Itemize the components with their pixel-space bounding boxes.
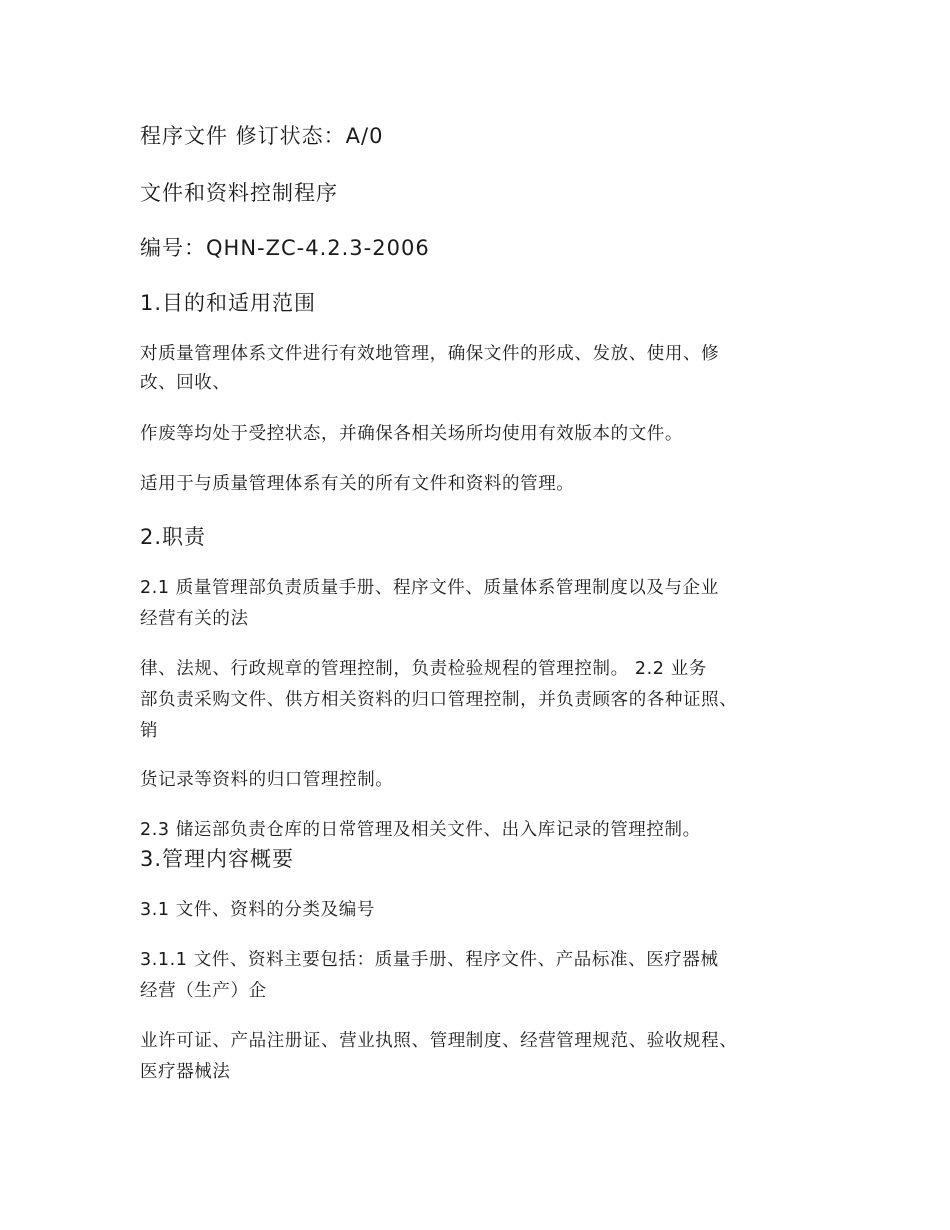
paragraph-line: 对质量管理体系文件进行有效地管理，确保文件的形成、发放、使用、修 bbox=[140, 344, 720, 364]
paragraph-line: 经营有关的法 bbox=[140, 609, 249, 629]
section-heading: 3.管理内容概要 bbox=[140, 847, 295, 871]
paragraph-line: 改、回收、 bbox=[140, 373, 231, 393]
header-line: 程序文件 修订状态：A/0 bbox=[140, 124, 384, 148]
paragraph-line: 适用于与质量管理体系有关的所有文件和资料的管理。 bbox=[140, 474, 575, 494]
section-heading: 2.职责 bbox=[140, 525, 207, 549]
paragraph-line: 3.1 文件、资料的分类及编号 bbox=[140, 900, 375, 920]
paragraph-line: 业许可证、产品注册证、营业执照、管理制度、经营管理规范、验收规程、 bbox=[140, 1031, 738, 1051]
paragraph-line: 部负责采购文件、供方相关资料的归口管理控制，并负责顾客的各种证照、 bbox=[140, 690, 738, 710]
document-number: 编号：QHN-ZC-4.2.3-2006 bbox=[140, 236, 430, 260]
paragraph-line: 3.1.1 文件、资料主要包括：质量手册、程序文件、产品标准、医疗器械 bbox=[140, 950, 719, 970]
document-title: 文件和资料控制程序 bbox=[140, 181, 338, 205]
paragraph-line: 经营（生产）企 bbox=[140, 981, 267, 1001]
paragraph-line: 2.1 质量管理部负责质量手册、程序文件、质量体系管理制度以及与企业 bbox=[140, 578, 719, 598]
paragraph-line: 作废等均处于受控状态，并确保各相关场所均使用有效版本的文件。 bbox=[140, 424, 683, 444]
paragraph-line: 医疗器械法 bbox=[140, 1062, 231, 1082]
section-heading: 1.目的和适用范围 bbox=[140, 291, 317, 315]
paragraph-line: 货记录等资料的归口管理控制。 bbox=[140, 770, 394, 790]
paragraph-line: 销 bbox=[140, 721, 159, 741]
paragraph-line: 2.3 储运部负责仓库的日常管理及相关文件、出入库记录的管理控制。 bbox=[140, 820, 701, 840]
paragraph-line: 律、法规、行政规章的管理控制，负责检验规程的管理控制。 2.2 业务 bbox=[140, 659, 707, 679]
